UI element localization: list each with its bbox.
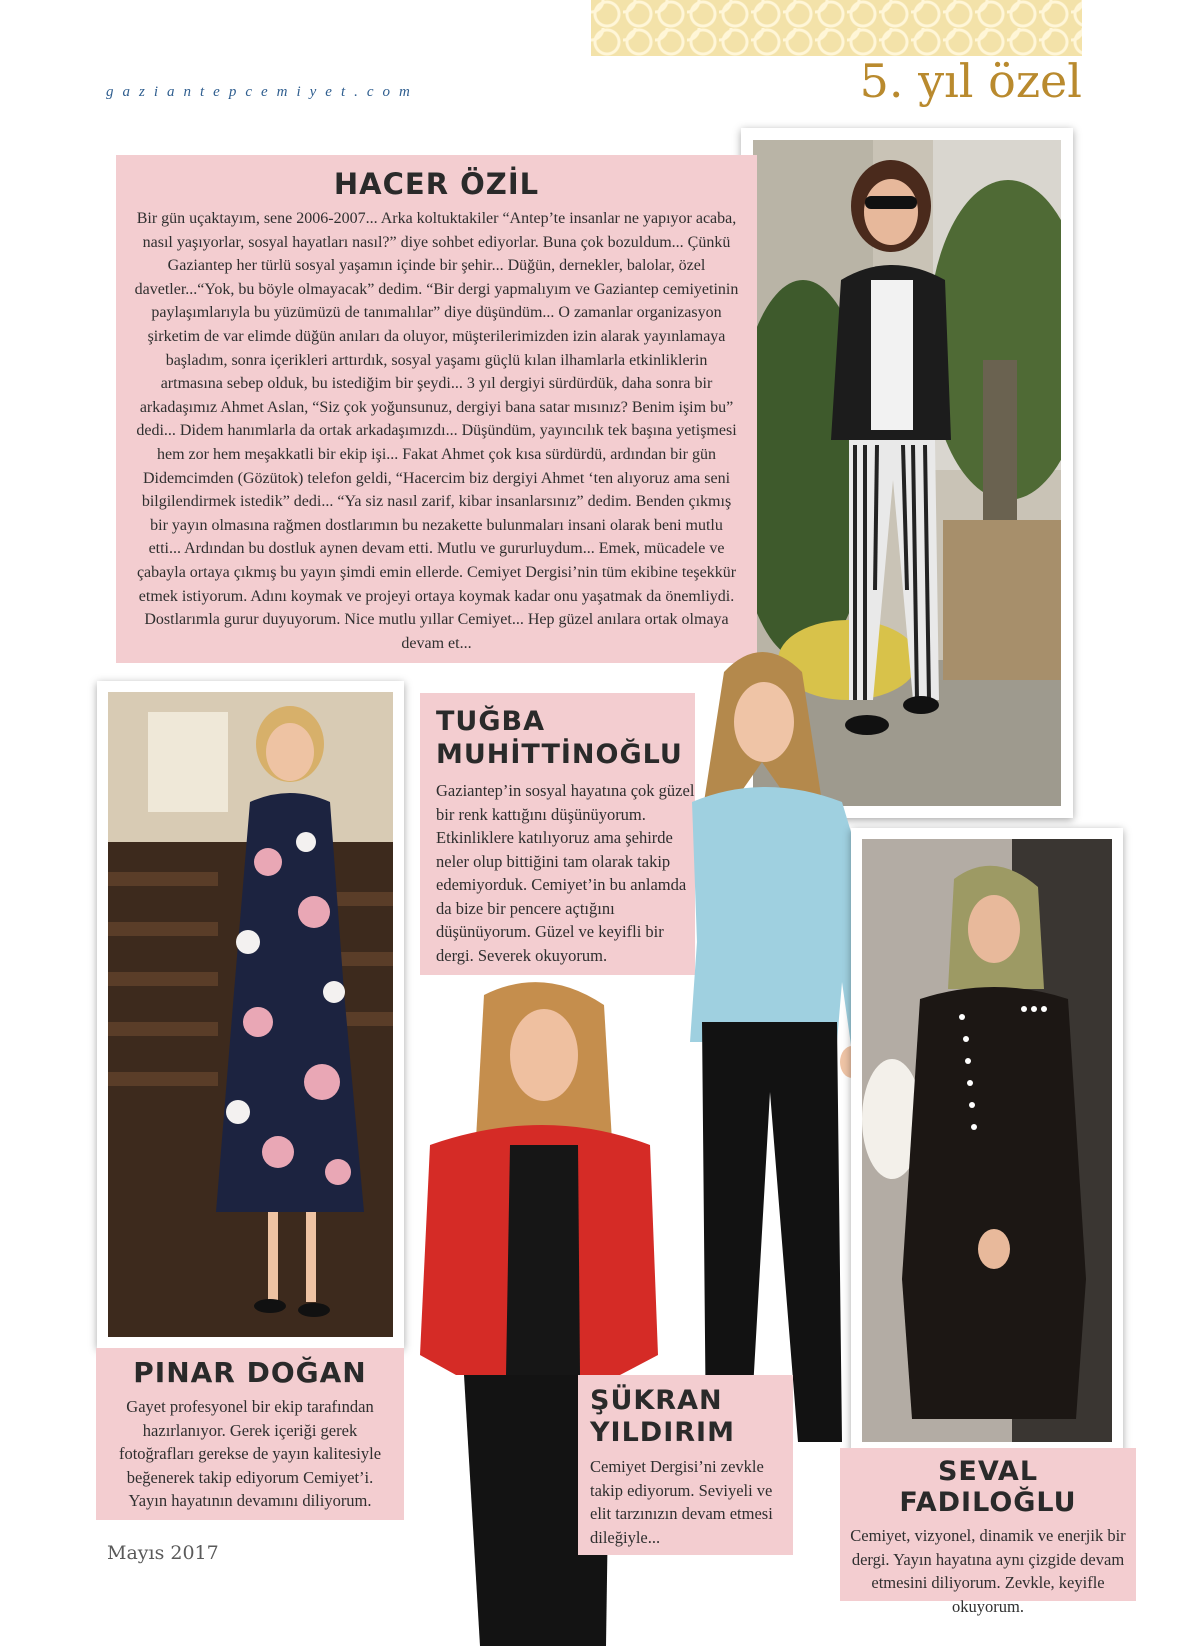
decorative-pattern-banner	[591, 0, 1082, 56]
sukran-yildirim-textbox	[578, 1375, 793, 1555]
seval-fadiloglu-name: SEVAL FADILOĞLU	[899, 1456, 1077, 1518]
tugba-muhittinoglu-textbox	[420, 693, 695, 975]
sukran-name-line2: YILDIRIM	[590, 1417, 735, 1448]
issue-date: Mayıs 2017	[107, 1542, 219, 1564]
pinar-photo-illustration	[108, 692, 393, 1337]
sukran-yildirim-quote: Cemiyet Dergisi’ni zevkle takip ediyorum. Seviyeli ve elit tarzınızın devam etmesi dileğiyle...	[590, 1457, 773, 1547]
photo-pinar-dogan	[97, 681, 404, 1348]
hacer-ozil-quote: Bir gün uçaktayım, sene 2006-2007... Arka koltuktakiler “Antep’te insanlar ne yapıyor acaba, nasıl yaşıyorlar, sosyal hayatları nasıl?” diye sohbet ediyorlar. Buna çok bozuldum... Çünkü Gaziantep her türlü sosyal yaşamın içinde bir şehir... Düğün, dernekler, balolar, özel davetler...“Yok, bu böyle olmayacak” dedim. “Bir dergi yapmalıyım ve Gaziantep cemiyetinin paylaşımlarıyla bu yüzümüzü de tanımalılar” diye düşündüm... O zamanlar organizasyon şirketim de var elimde düğün anıları da oluyor, müşterilerimizden izin alarak yayınlamaya başladım, sonra içerikleri arttırdık, sosyal yaşamı güçlü kılan ilhamlarla etkinliklerin artmasına sebep olduk, bu istediğim bir şeydi... 3 yıl dergiyi sürdürdük, daha sonra bir arkadaşımız Ahmet Aslan, “Siz çok yoğunsunuz, dergiyi bana satar mısınız? Benim işim bu” dedi... Didem hanımlarla da ortak arkadaşımızdı... Düşündüm, yayıncılık tek başına yetişmesi hem zor hem meşakkatli bir ekip işi... Fakat Ahmet çok kısa sürdürdü, ardından bir gün Didemcimden (Gözütok) telefon geldi, “Hacercim biz dergiyi Ahmet ‘ten alıyoruz ama seni bilgilendirmek istedik” dedi... “Ya siz nasıl zarif, kibar insanlarsınız” dedim. Benden çıkmış bir yayın olmasına rağmen dostlarımın bu nezakette bulunmaları insani olarak beni mutlu etti... Ardından bu dostluk aynen devam etti. Mutlu ve gururluydum... Emek, mücadele ve çabayla ortaya çıkmış bu yayın şimdi emin ellerde. Cemiyet Dergisi’nin tüm ekibine teşekkür etmek istiyorum. Adını koymak ve projeyi ortaya koymak kadar onu yaşatmak da önemliydi. Dostlarımla gurur duyuyorum. Nice mutlu yıllar Cemiyet... Hep güzel anılara ortak olmaya devam et...	[134, 210, 739, 652]
tugba-name-line1: TUĞBA	[436, 706, 545, 737]
pinar-dogan-name: PINAR DOĞAN	[133, 1356, 367, 1389]
seval-fadiloglu-textbox	[840, 1448, 1136, 1616]
pinar-dogan-quote: Gayet profesyonel bir ekip tarafından hazırlanıyor. Gerek içeriği gerek fotoğrafları gerekse de yayın kalitesiyle beğenerek takip ediyorum Cemiyet’i. Yayın hayatının devamını diliyorum.	[118, 1397, 382, 1510]
seval-fadiloglu-quote: Cemiyet, vizyonel, dinamik ve enerjik bir dergi. Yayın hayatına aynı çizgide devam etmesini diliyorum. Zevkle, keyifle okuyorum.	[850, 1526, 1126, 1616]
photo-seval-fadiloglu	[851, 828, 1123, 1453]
hacer-ozil-textbox	[116, 155, 757, 663]
pinar-dogan-textbox	[96, 1348, 404, 1520]
seval-photo-illustration	[862, 839, 1112, 1442]
hacer-ozil-name: HACER ÖZİL	[333, 167, 540, 201]
sukran-name-line1: ŞÜKRAN	[590, 1385, 723, 1416]
tugba-muhittinoglu-quote: Gaziantep’in sosyal hayatına çok güzel bir renk kattığını düşünüyorum. Etkinliklere katılıyoruz ama şehirde neler olup bittiğini tam olarak takip edemiyorduk. Cemiyet’in bu anlamda da bize bir pencere açtığını düşünüyorum. Güzel ve keyifli bir dergi. Severek okuyorum.	[436, 781, 695, 965]
sukran-yildirim-name	[590, 1385, 785, 1449]
section-title: 5. yıl özel	[859, 54, 1082, 108]
website-url: gaziantepcemiyet.com	[106, 84, 419, 100]
tugba-name-line2: MUHİTTİNOĞLU	[436, 739, 683, 770]
tugba-muhittinoglu-name	[436, 705, 695, 771]
